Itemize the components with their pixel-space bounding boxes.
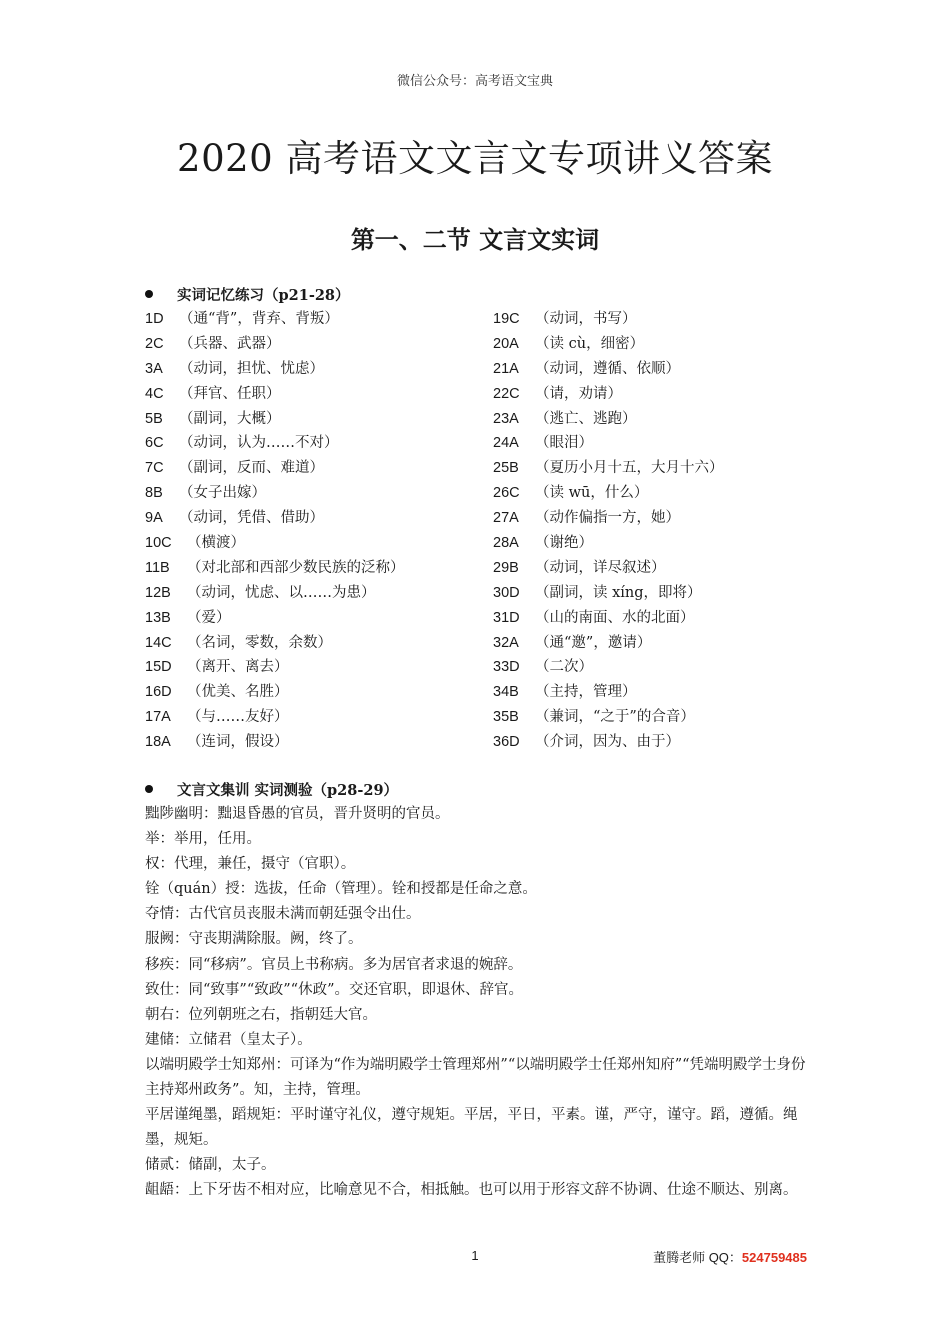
answer-number: 33D: [493, 659, 520, 676]
answer-number: 6C: [145, 435, 164, 452]
answer-number: 8B: [145, 485, 163, 502]
answer-item: [493, 332, 724, 357]
answer-item: [493, 382, 724, 407]
answer-number: 17A: [145, 709, 171, 726]
answer-item: [145, 680, 405, 705]
answer-item: [493, 431, 724, 456]
answer-item: [145, 730, 405, 755]
training-heading: [145, 778, 398, 800]
answer-item: [145, 581, 405, 606]
answer-item: [145, 431, 405, 456]
answer-item: [145, 531, 405, 556]
definition-line: 以端明殿学士知郑州：可译为“作为端明殿学士管理郑州”“以端明殿学士任郑州知府”“凭端明殿学士身份主持郑州政务”。知，主持，管理。: [145, 1056, 806, 1099]
answer-number: 9A: [145, 510, 163, 527]
answer-explanation: （夏历小月十五，大月十六）: [535, 460, 724, 477]
answer-number: 28A: [493, 535, 519, 552]
answer-number: 16D: [145, 684, 172, 701]
answer-item: [145, 705, 405, 730]
answer-explanation: （拜官、任职）: [179, 385, 281, 402]
definition-line: 龃龉：上下牙齿不相对应，比喻意见不合，相抵触。也可以用于形容文辞不协调、仕途不顺达、别离。: [145, 1182, 798, 1199]
answer-explanation: （动词，认为……不对）: [179, 435, 339, 452]
answer-explanation: （兵器、武器）: [179, 335, 281, 352]
answer-item: [493, 581, 724, 606]
answer-explanation: （动词，书写）: [535, 311, 637, 327]
answer-number: 24A: [493, 435, 519, 452]
answer-explanation: （动作偏指一方，她）: [535, 510, 680, 527]
answer-item: [493, 307, 724, 332]
answer-item: [493, 481, 724, 506]
answer-explanation: （与……友好）: [187, 709, 289, 726]
answer-explanation: （通“邀”，邀请）: [535, 634, 652, 651]
answer-explanation: （动词，担忧、忧虑）: [179, 360, 324, 377]
answer-explanation: （请，劝请）: [535, 385, 622, 402]
answer-explanation: （动词，遵循、依顺）: [535, 360, 680, 377]
answer-number: 15D: [145, 659, 172, 676]
answer-number: 29B: [493, 559, 519, 576]
answer-number: 25B: [493, 460, 519, 477]
definition-line: 铨（quán）授：选拔，任命（管理）。铨和授都是任命之意。: [145, 881, 537, 898]
answer-item: [493, 631, 724, 656]
answer-item: [145, 407, 405, 432]
answer-list-left: [145, 307, 405, 755]
answer-item: [145, 655, 405, 680]
answer-item: [145, 506, 405, 531]
answer-number: 14C: [145, 634, 172, 651]
answer-number: 5B: [145, 410, 163, 427]
answer-item: [493, 456, 724, 481]
answer-item: [493, 407, 724, 432]
answer-item: [493, 556, 724, 581]
bullet-icon: [145, 290, 153, 298]
answer-explanation: （女子出嫁）: [179, 485, 266, 502]
answer-number: 27A: [493, 510, 519, 527]
definition-line: 储贰：储副，太子。: [145, 1157, 276, 1174]
answer-number: 30D: [493, 584, 520, 601]
answer-number: 22C: [493, 385, 520, 402]
practice-heading: [145, 283, 350, 305]
answer-item: [145, 307, 405, 332]
bullet-icon: [145, 785, 153, 793]
page-header: 微信公众号：高考语文宝典: [396, 74, 553, 89]
answer-explanation: （读 cù，细密）: [535, 335, 645, 352]
answer-number: 10C: [145, 535, 172, 552]
answer-number: 13B: [145, 609, 171, 626]
vocabulary-definitions: [145, 802, 810, 1204]
definition-line: 夺情：古代官员丧服未满而朝廷强令出仕。: [145, 906, 421, 923]
answer-number: 23A: [493, 410, 519, 427]
answer-item: [493, 506, 724, 531]
answer-explanation: （读 wū，什么）: [535, 485, 649, 502]
answer-number: 19C: [493, 311, 520, 327]
answer-item: [145, 556, 405, 581]
answer-number: 4C: [145, 385, 164, 402]
answer-number: 31D: [493, 609, 520, 626]
answer-item: [145, 332, 405, 357]
answer-item: [145, 357, 405, 382]
answer-explanation: （动词，忧虑、以……为患）: [187, 584, 376, 601]
answer-item: [493, 606, 724, 631]
answer-explanation: （谢绝）: [535, 535, 593, 552]
answer-number: 21A: [493, 360, 519, 377]
answer-explanation: （副词，反而、难道）: [179, 460, 324, 477]
answer-explanation: （通“背”，背弃、背叛）: [179, 311, 339, 327]
answer-explanation: （山的南面、水的北面）: [535, 609, 695, 626]
answer-number: 12B: [145, 584, 171, 601]
answer-explanation: （二次）: [535, 659, 593, 676]
answer-explanation: （介词，因为、由于）: [535, 734, 680, 751]
answer-explanation: （副词，大概）: [179, 410, 281, 427]
training-heading-label: 文言文集训 实词测验（p28-29）: [177, 781, 399, 799]
definition-line: 平居谨绳墨，蹈规矩：平时谨守礼仪，遵守规矩。平居，平日，平素。谨，严守，谨守。蹈，遵循。绳墨，规矩。: [145, 1107, 798, 1149]
answer-number: 35B: [493, 709, 519, 726]
answer-explanation: （眼泪）: [535, 435, 593, 452]
answer-item: [493, 730, 724, 755]
definition-line: 服阙：守丧期满除服。阙，终了。: [145, 931, 363, 948]
answer-item: [145, 481, 405, 506]
answer-item: [145, 606, 405, 631]
answer-explanation: （优美、名胜）: [187, 684, 289, 701]
practice-heading-label: 实词记忆练习（p21-28）: [177, 286, 350, 304]
answer-number: 32A: [493, 634, 519, 651]
answer-number: 11B: [145, 559, 170, 576]
answer-item: [145, 382, 405, 407]
answer-explanation: （离开、离去）: [187, 659, 289, 676]
page-number: 1: [471, 1248, 479, 1263]
answer-explanation: （横渡）: [187, 535, 245, 552]
answer-item: [145, 631, 405, 656]
answer-number: 20A: [493, 335, 519, 352]
answer-number: 18A: [145, 734, 171, 751]
footer-contact: [653, 1247, 807, 1266]
definition-line: 举：举用，任用。: [145, 831, 261, 848]
definition-line: 建储：立储君（皇太子）。: [145, 1031, 312, 1048]
definition-line: 移疾：同“移病”。官员上书称病。多为居官者求退的婉辞。: [145, 956, 523, 973]
answer-number: 3A: [145, 360, 163, 377]
answer-explanation: （主持，管理）: [535, 684, 637, 701]
definition-line: 致仕：同“致事”“致政”“休政”。交还官职，即退休、辞官。: [145, 981, 523, 998]
answer-explanation: （名词，零数，余数）: [187, 634, 332, 651]
definition-line: 朝右：位列朝班之右，指朝廷大官。: [145, 1006, 377, 1023]
definition-line: 黜陟幽明：黜退昏愚的官员，晋升贤明的官员。: [145, 806, 450, 822]
answer-item: [493, 680, 724, 705]
section-title: 第一、二节 文言文实词: [350, 225, 600, 254]
answer-number: 1D: [145, 311, 164, 327]
answer-number: 34B: [493, 684, 519, 701]
answer-number: 26C: [493, 485, 520, 502]
definition-line: 权：代理，兼任，摄守（官职）。: [145, 856, 356, 873]
answer-number: 7C: [145, 460, 164, 477]
answer-explanation: （连词，假设）: [187, 734, 289, 751]
answer-number: 2C: [145, 335, 164, 352]
answer-item: [145, 456, 405, 481]
answer-explanation: （对北部和西部少数民族的泛称）: [187, 559, 405, 576]
answer-item: [493, 655, 724, 680]
answer-explanation: （动词，详尽叙述）: [535, 559, 666, 576]
answer-explanation: （动词，凭借、借助）: [179, 510, 324, 527]
answer-list-right: [493, 307, 724, 755]
answer-explanation: （副词，读 xíng，即将）: [535, 584, 702, 601]
teacher-label: 董腾老师 QQ：: [653, 1250, 742, 1265]
answer-item: [493, 357, 724, 382]
document-title: 2020 高考语文文言文专项讲义答案: [177, 137, 773, 180]
answer-explanation: （逃亡、逃跑）: [535, 410, 637, 427]
qq-number: 524759485: [741, 1250, 807, 1265]
answer-number: 36D: [493, 734, 520, 751]
answer-item: [493, 531, 724, 556]
answer-item: [493, 705, 724, 730]
answer-explanation: （爱）: [187, 609, 231, 626]
answer-explanation: （兼词，“之于”的合音）: [535, 709, 695, 726]
